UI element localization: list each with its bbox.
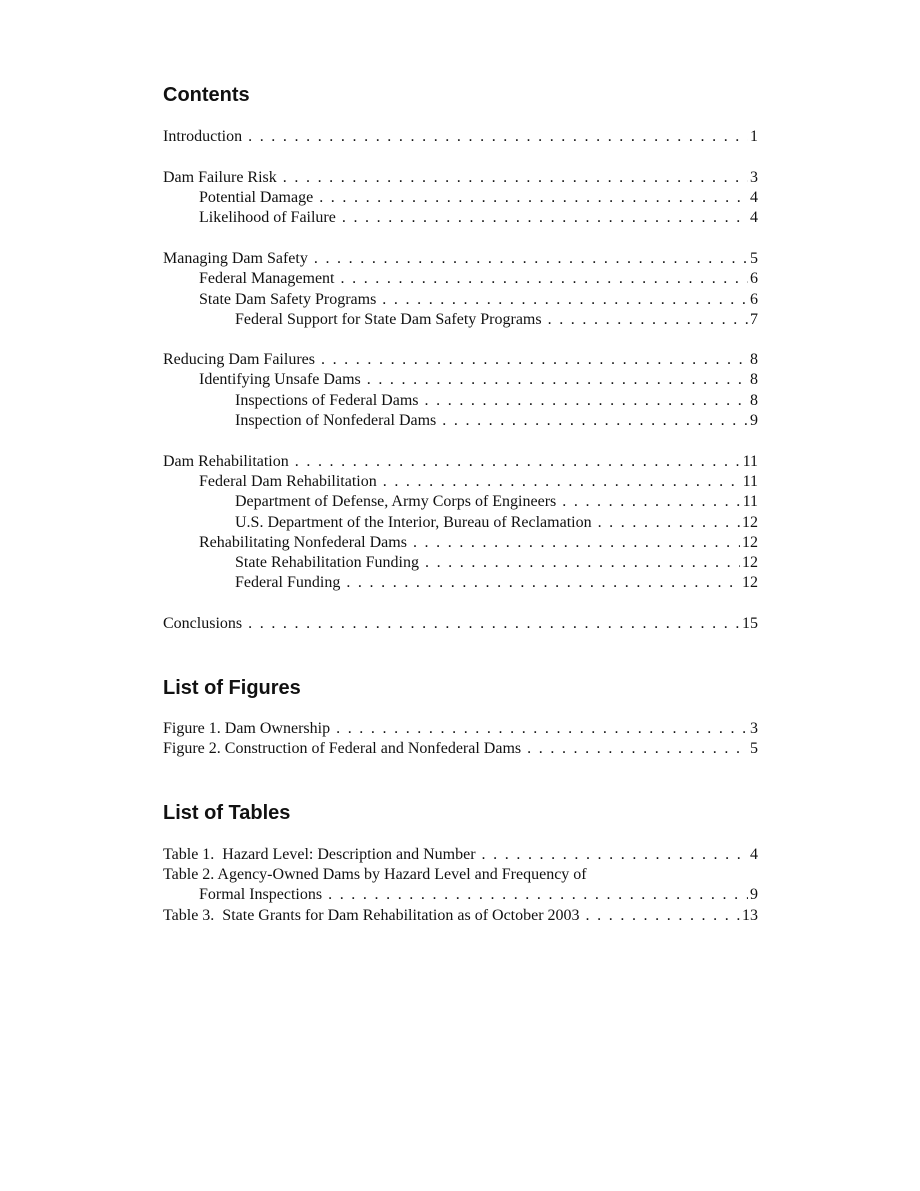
dot-leader (425, 553, 740, 573)
toc-entry-title: Rehabilitating Nonfederal Dams (199, 534, 407, 551)
toc-entry-title: Department of Defense, Army Corps of Engineers (235, 493, 557, 510)
toc-entry-page: 9 (750, 412, 758, 429)
toc-entry-page: 8 (750, 351, 758, 368)
toc-entry-page: 6 (750, 270, 758, 287)
dot-leader (319, 188, 748, 208)
toc-entry-army-corps-of-engineers[interactable] (235, 492, 758, 512)
toc-entry-title: Dam Rehabilitation (163, 453, 289, 470)
figure-entry-1[interactable] (163, 719, 758, 739)
toc-entry-title: Federal Support for State Dam Safety Programs (235, 311, 542, 328)
figure-entry-2[interactable] (163, 739, 758, 759)
toc-entry-federal-dam-rehabilitation[interactable] (199, 472, 758, 492)
figure-entry-page: 3 (750, 720, 758, 737)
dot-leader (248, 127, 748, 147)
contents-heading: Contents (163, 84, 250, 106)
table-entry-page: 13 (742, 907, 758, 924)
toc-entry-title: State Dam Safety Programs (199, 291, 377, 308)
table-entry-2-title-line[interactable]: Table 2. Agency-Owned Dams by Hazard Level and Frequency of (163, 866, 587, 883)
dot-leader (342, 208, 748, 228)
toc-entry-conclusions[interactable] (163, 614, 758, 634)
toc-entry-federal-support[interactable] (235, 310, 758, 330)
toc-entry-dam-rehabilitation[interactable] (163, 452, 758, 472)
toc-entry-title: Reducing Dam Failures (163, 351, 315, 368)
dot-leader (283, 168, 748, 188)
toc-entry-state-rehabilitation-funding[interactable] (235, 553, 758, 573)
dot-leader (382, 290, 748, 310)
toc-entry-title: Managing Dam Safety (163, 250, 308, 267)
toc-entry-identifying-unsafe-dams[interactable] (199, 370, 758, 390)
dot-leader (346, 573, 740, 593)
table-entry-1[interactable] (163, 845, 758, 865)
toc-entry-page: 1 (750, 128, 758, 145)
dot-leader (383, 472, 741, 492)
toc-entry-title: Likelihood of Failure (199, 209, 336, 226)
toc-entry-title: Federal Dam Rehabilitation (199, 473, 377, 490)
toc-entry-page: 11 (742, 473, 758, 490)
dot-leader (367, 370, 748, 390)
dot-leader (562, 492, 740, 512)
list-of-figures-heading: List of Figures (163, 677, 301, 699)
toc-entry-page: 15 (742, 615, 758, 632)
dot-leader (336, 719, 748, 739)
table-entry-continuation: Formal Inspections (199, 886, 323, 903)
dot-leader (598, 513, 740, 533)
toc-entry-title: Federal Management (199, 270, 335, 287)
toc-entry-page: 11 (742, 453, 758, 470)
toc-entry-state-dam-safety-programs[interactable] (199, 290, 758, 310)
toc-entry-title: Conclusions (163, 615, 243, 632)
dot-leader (413, 533, 740, 553)
table-entry-page: 4 (750, 846, 758, 863)
toc-entry-page: 5 (750, 250, 758, 267)
toc-entry-page: 8 (750, 371, 758, 388)
toc-entry-inspection-of-nonfederal-dams[interactable] (235, 411, 758, 431)
toc-entry-title: Federal Funding (235, 574, 341, 591)
toc-entry-page: 11 (742, 493, 758, 510)
table-entry-title: Table 1. Hazard Level: Description and Number (163, 846, 476, 863)
toc-entry-title: Inspections of Federal Dams (235, 392, 419, 409)
dot-leader (442, 411, 748, 431)
toc-entry-title: Potential Damage (199, 189, 314, 206)
figure-entry-title: Figure 1. Dam Ownership (163, 720, 331, 737)
figure-entry-page: 5 (750, 740, 758, 757)
dot-leader (314, 249, 748, 269)
table-entry-2[interactable] (199, 885, 758, 905)
dot-leader (341, 269, 749, 289)
dot-leader (321, 350, 748, 370)
toc-entry-page: 4 (750, 209, 758, 226)
table-entry-title: Table 3. State Grants for Dam Rehabilitation as of October 2003 (163, 907, 580, 924)
dot-leader (586, 906, 740, 926)
dot-leader (295, 452, 741, 472)
toc-entry-page: 7 (750, 311, 758, 328)
dot-leader (527, 739, 748, 759)
toc-entry-introduction[interactable] (163, 127, 758, 147)
toc-entry-federal-funding[interactable] (235, 573, 758, 593)
list-of-tables-heading: List of Tables (163, 802, 291, 824)
toc-entry-page: 12 (742, 514, 758, 531)
toc-entry-page: 12 (742, 574, 758, 591)
figure-entry-title: Figure 2. Construction of Federal and Nonfederal Dams (163, 740, 522, 757)
toc-entry-page: 6 (750, 291, 758, 308)
dot-leader (328, 885, 748, 905)
toc-entry-page: 12 (742, 554, 758, 571)
toc-entry-title: State Rehabilitation Funding (235, 554, 419, 571)
toc-entry-federal-management[interactable] (199, 269, 758, 289)
toc-entry-page: 3 (750, 169, 758, 186)
toc-entry-managing-dam-safety[interactable] (163, 249, 758, 269)
toc-entry-page: 4 (750, 189, 758, 206)
toc-entry-potential-damage[interactable] (199, 188, 758, 208)
toc-entry-page: 12 (742, 534, 758, 551)
toc-entry-title: Introduction (163, 128, 243, 145)
dot-leader (548, 310, 748, 330)
toc-entry-rehabilitating-nonfederal-dams[interactable] (199, 533, 758, 553)
toc-entry-title: U.S. Department of the Interior, Bureau of Reclamation (235, 514, 592, 531)
toc-entry-page: 8 (750, 392, 758, 409)
toc-entry-bureau-of-reclamation[interactable] (235, 513, 758, 533)
table-entry-3[interactable] (163, 906, 758, 926)
toc-entry-title: Identifying Unsafe Dams (199, 371, 361, 388)
toc-entry-likelihood-of-failure[interactable] (199, 208, 758, 228)
toc-entry-reducing-dam-failures[interactable] (163, 350, 758, 370)
toc-entry-title: Dam Failure Risk (163, 169, 277, 186)
dot-leader (482, 845, 748, 865)
toc-entry-dam-failure-risk[interactable] (163, 168, 758, 188)
toc-entry-inspections-of-federal-dams[interactable] (235, 391, 758, 411)
table-entry-page: 9 (750, 886, 758, 903)
dot-leader (248, 614, 740, 634)
toc-entry-title: Inspection of Nonfederal Dams (235, 412, 437, 429)
dot-leader (425, 391, 748, 411)
